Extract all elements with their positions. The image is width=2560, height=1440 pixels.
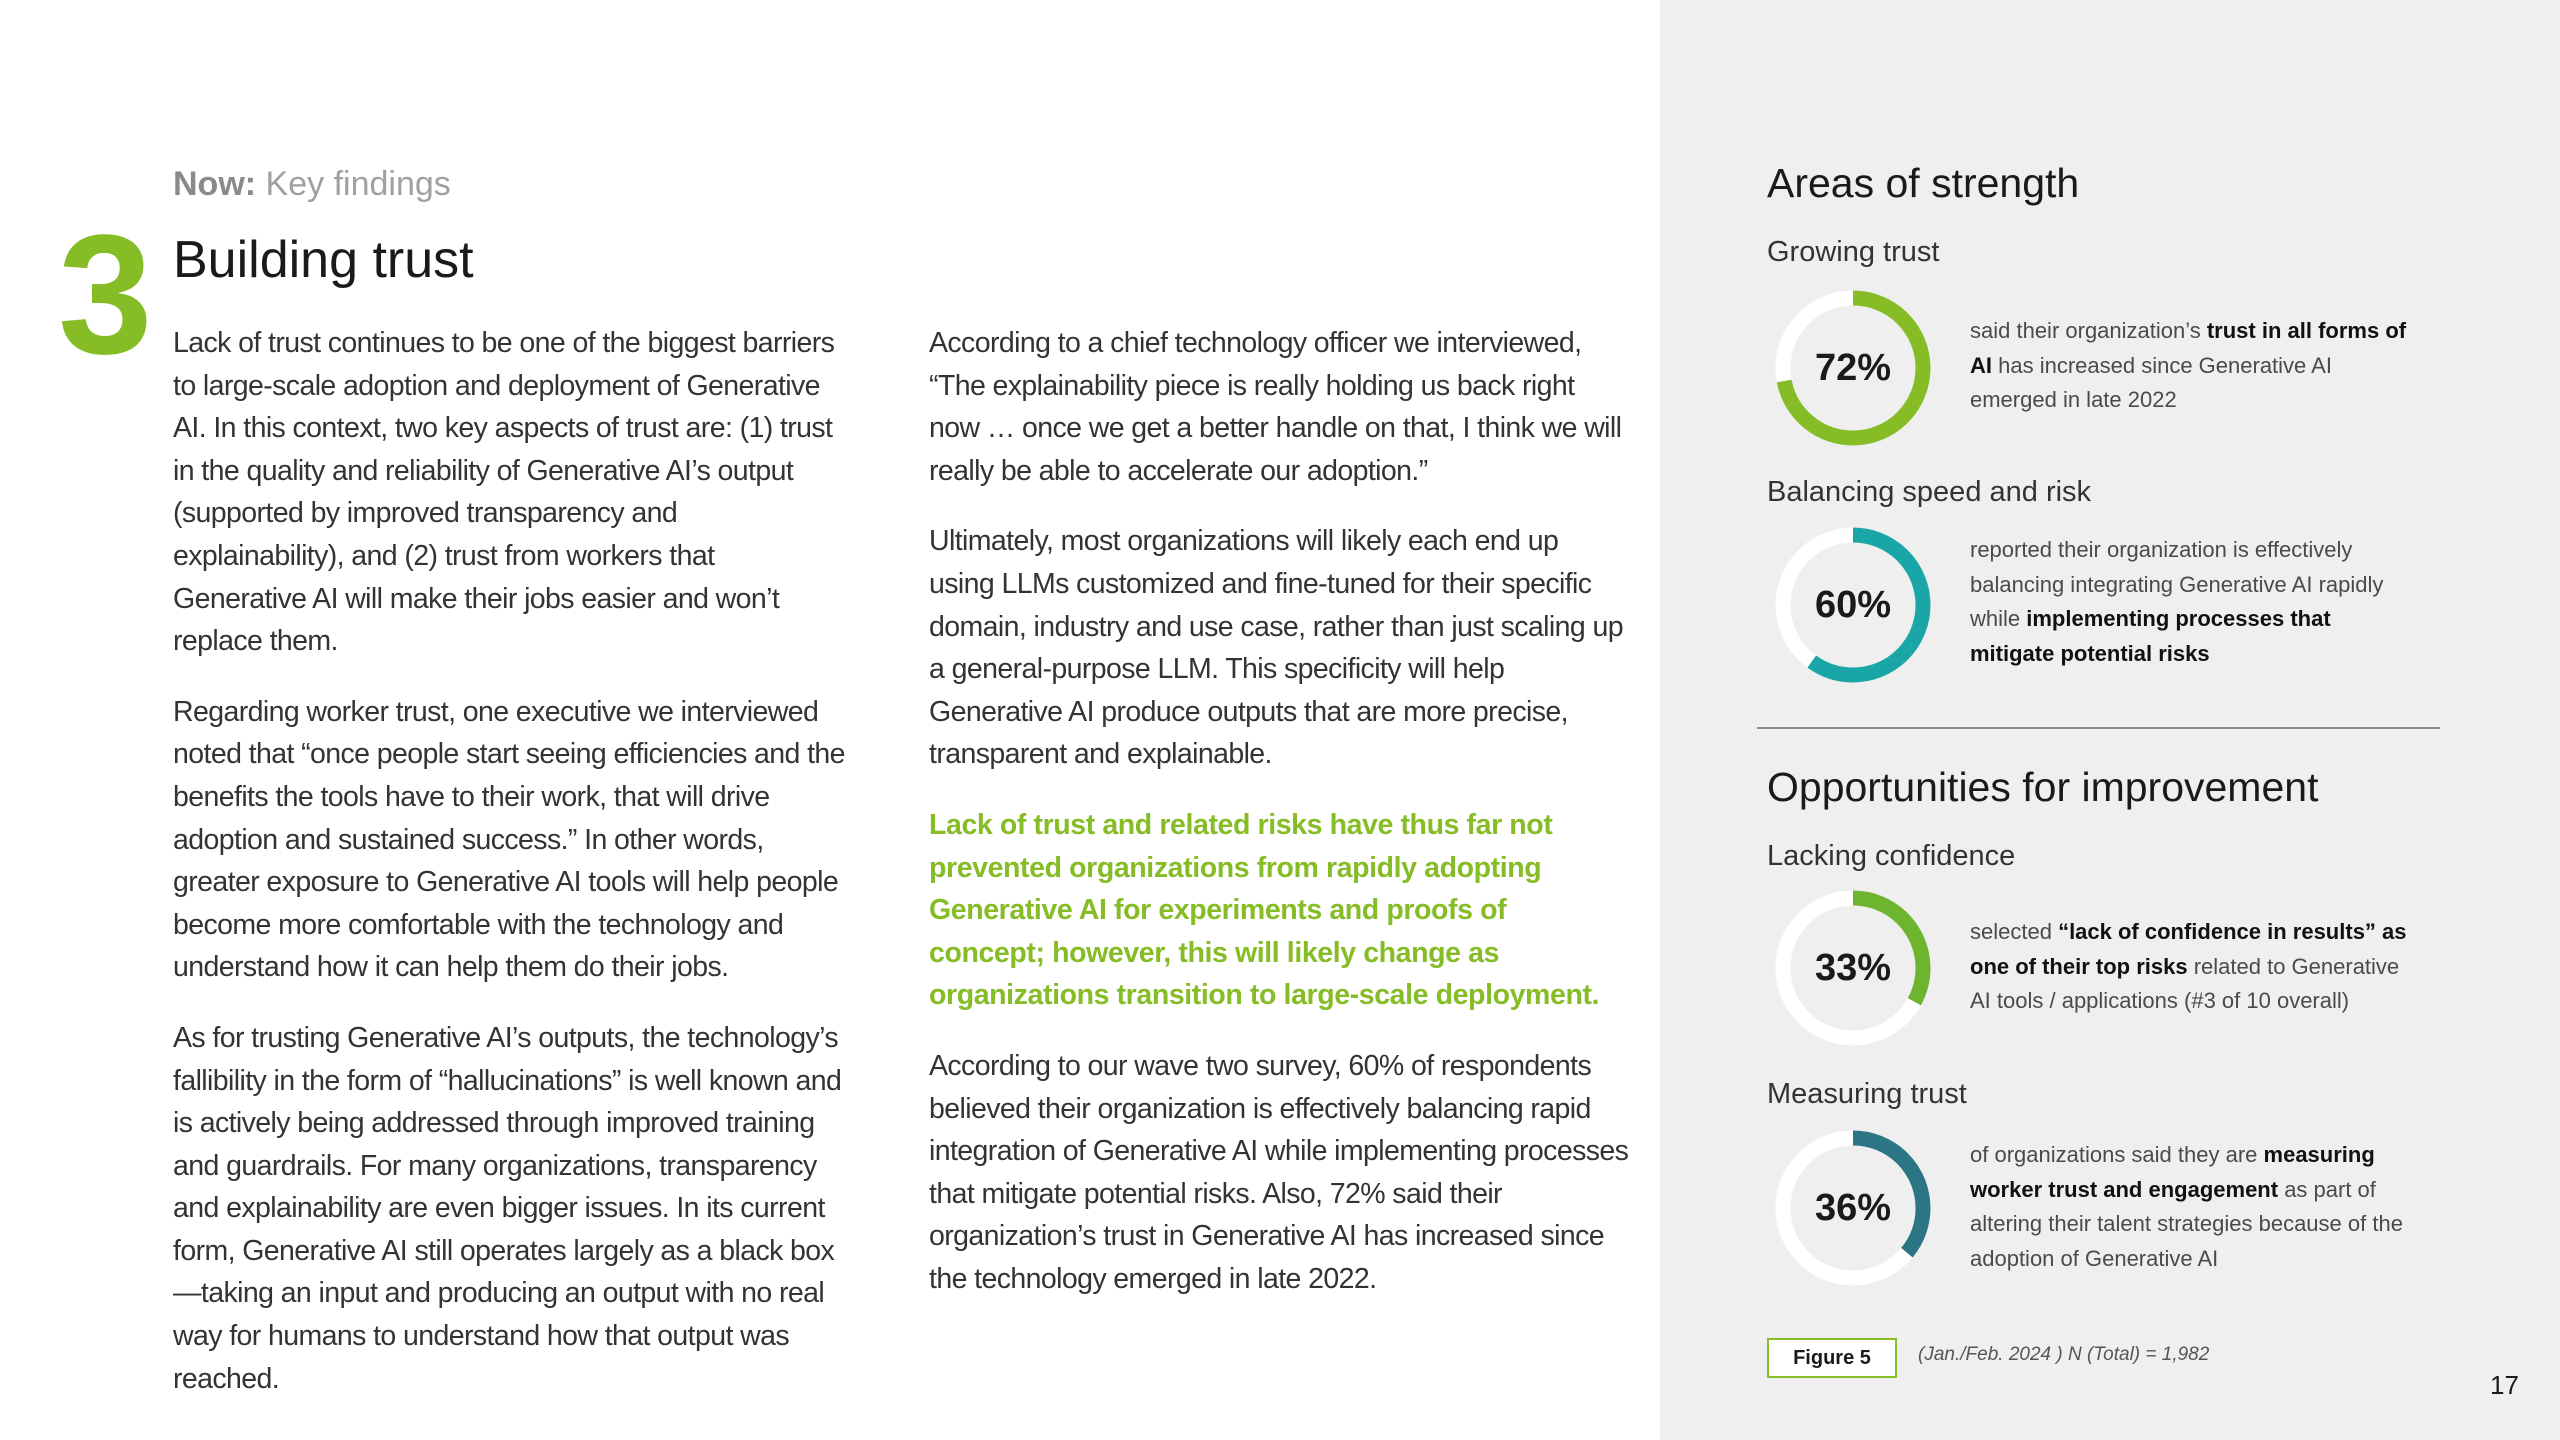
page-number: 17 xyxy=(2490,1370,2519,1400)
paragraph: According to a chief technology officer we interviewed, “The explainability piece is really holding us back right now … once we get a better handle on that, I think we will really be able to accelerate our adoption.” xyxy=(929,327,1622,487)
stat-subheading: Growing trust xyxy=(1767,236,1940,268)
stat-text: related to Generative AI tools / applications (#3 of 10 overall) xyxy=(1970,953,2400,1013)
page-title: Building trust xyxy=(173,231,474,289)
donut-chart xyxy=(1775,527,1931,683)
strength-heading: Areas of strength xyxy=(1767,160,2080,206)
body-column-left xyxy=(173,322,853,1428)
stat-subheading: Balancing speed and risk xyxy=(1767,476,2092,508)
paragraph: Regarding worker trust, one executive we interviewed noted that “once people start seeing efficiencies and the benefits the tools have to their work, that will drive adoption and sustained success.” In other words, greater exposure to Generative AI tools will help people become more comfortable with the technology and understand how it can help them do their jobs. xyxy=(173,695,845,984)
highlight-callout: Lack of trust and related risks have thus far not prevented organizations from rapidly adopting Generative AI for experiments and proofs of concept; however, this will likely change as organizations transition to large-scale deployment. xyxy=(929,808,1600,1012)
section-number: 3 xyxy=(58,200,149,390)
figure-label: Figure 5 xyxy=(1767,1338,1897,1378)
stat-text: said their organization’s xyxy=(1970,318,2207,343)
section-eyebrow xyxy=(173,165,451,204)
stat-emphasis: measuring worker trust and engagement xyxy=(1970,1142,2375,1202)
eyebrow-bold: Now: xyxy=(173,165,257,203)
paragraph: Lack of trust continues to be one of the biggest barriers to large-scale adoption and deployment of Generative AI. In this context, two key aspects of trust are: (1) trust in the quality and reliability of Generative AI’s output (supported by improved transparency and explainability), and (2) trust from workers that Generative AI will make their jobs easier and won’t replace them. xyxy=(173,327,835,658)
paragraph: According to our wave two survey, 60% of respondents believed their organization is effectively balancing rapid integration of Generative AI while implementing processes that mitigate potential risks. Also, 72% said their organization’s trust in Generative AI has increased since the technology emerged in late 2022. xyxy=(929,1049,1629,1295)
stat-description xyxy=(1970,314,2410,418)
paragraph: Ultimately, most organizations will likely each end up using LLMs customized and fine-tuned for their specific domain, industry and use case, rather than just scaling up a general-purpose LLM. This specificity will help Generative AI produce outputs that are more precise, transparent and explainable. xyxy=(929,525,1623,771)
donut-value: 60% xyxy=(1814,583,1892,626)
panel-divider xyxy=(1757,727,2440,729)
donut-chart xyxy=(1775,890,1931,1046)
stat-text: as part of altering their talent strategies because of the adoption of Generative AI xyxy=(1970,1176,2403,1271)
donut-chart xyxy=(1775,290,1931,446)
stat-description xyxy=(1970,1138,2410,1276)
stat-description xyxy=(1970,915,2410,1019)
stat-text: reported their organization is effectively balancing integrating Generative AI rapidly while xyxy=(1970,537,2384,631)
stat-emphasis: trust in all forms of AI xyxy=(1970,318,2407,378)
stat-text: selected xyxy=(1970,919,2059,944)
stat-emphasis: “lack of confidence in results” as one of their top risks xyxy=(1970,919,2407,979)
figure-note: (Jan./Feb. 2024 ) N (Total) = 1,982 xyxy=(1918,1344,2210,1365)
stat-text: of organizations said they are xyxy=(1970,1142,2264,1167)
donut-value: 36% xyxy=(1814,1186,1892,1229)
donut-value: 72% xyxy=(1814,346,1892,389)
body-column-right xyxy=(929,322,1629,1328)
stat-description xyxy=(1970,533,2410,671)
donut-value: 33% xyxy=(1814,946,1892,989)
improvement-heading: Opportunities for improvement xyxy=(1767,764,2319,810)
donut-chart xyxy=(1775,1130,1931,1286)
stat-subheading: Lacking confidence xyxy=(1767,840,2016,872)
stat-subheading: Measuring trust xyxy=(1767,1078,1967,1110)
stat-text: has increased since Generative AI emerged in late 2022 xyxy=(1970,352,2332,412)
paragraph: As for trusting Generative AI’s outputs, the technology’s fallibility in the form of “hallucinations” is well known and is actively being addressed through improved training and guardrails. For many organizations, transparency and explainability are even bigger issues. In its current form, Generative AI still operates largely as a black box—taking an input and producing an output with no real way for humans to understand how that output was reached. xyxy=(173,1021,842,1395)
eyebrow-text: Key findings xyxy=(265,165,451,203)
stat-emphasis: implementing processes that mitigate potential risks xyxy=(1970,606,2331,666)
